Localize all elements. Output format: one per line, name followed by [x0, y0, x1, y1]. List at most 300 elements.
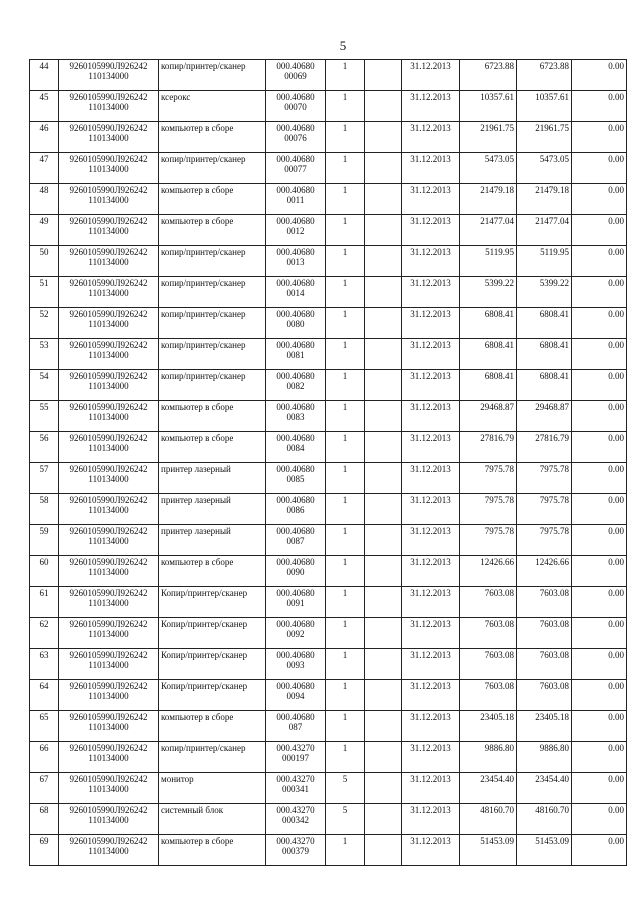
quantity-cell	[326, 308, 365, 339]
account-code-cell	[59, 277, 159, 308]
inventory-number-text: 0085	[286, 474, 305, 484]
book-value-text: 7603.08	[484, 588, 514, 598]
quantity-text: 1	[342, 123, 348, 133]
asset-name-cell	[159, 649, 266, 680]
date-text: 31.12.2013	[410, 402, 451, 412]
account-code-text: 110134000	[88, 567, 129, 577]
table-row	[30, 91, 627, 122]
inventory-number-text: 000.40680	[276, 371, 315, 381]
date-cell	[402, 587, 460, 618]
depreciation-text: 7975.78	[539, 495, 569, 505]
date-text: 31.12.2013	[410, 340, 451, 350]
quantity-cell	[326, 804, 365, 835]
depreciation-cell	[517, 246, 572, 277]
inventory-number-text: 0091	[286, 598, 305, 608]
row-number-text: 58	[39, 495, 49, 505]
table-row	[30, 525, 627, 556]
inventory-number-text: 000.40680	[276, 650, 315, 660]
account-code-text: 9260105990Л926242	[69, 278, 148, 288]
table-row	[30, 122, 627, 153]
depreciation-cell	[517, 711, 572, 742]
account-code-text: 9260105990Л926242	[69, 340, 148, 350]
account-code-cell	[59, 711, 159, 742]
date-text: 31.12.2013	[410, 619, 451, 629]
account-code-text: 9260105990Л926242	[69, 309, 148, 319]
depreciation-text: 5399.22	[539, 278, 569, 288]
residual-value-text: 0.00	[608, 836, 624, 846]
account-code-text: 9260105990Л926242	[69, 247, 148, 257]
asset-name-text: Копир/принтер/сканер	[161, 650, 248, 660]
book-value-cell	[460, 370, 517, 401]
residual-value-cell	[572, 246, 627, 277]
inventory-number-cell	[266, 463, 326, 494]
account-code-text: 110134000	[88, 722, 129, 732]
inventory-number-text: 00077	[284, 164, 307, 174]
table-body	[30, 60, 627, 866]
residual-value-text: 0.00	[608, 61, 624, 71]
book-value-text: 9886.80	[484, 743, 514, 753]
row-number-text: 61	[39, 588, 49, 598]
inventory-number-text: 000.40680	[276, 123, 315, 133]
book-value-cell	[460, 60, 517, 91]
inventory-number-text: 0013	[286, 257, 305, 267]
book-value-text: 12426.66	[480, 557, 514, 567]
residual-value-cell	[572, 649, 627, 680]
inventory-number-text: 000.43270	[276, 805, 315, 815]
quantity-text: 1	[342, 743, 348, 753]
blank-cell	[365, 649, 402, 680]
row-number-text: 62	[39, 619, 49, 629]
book-value-text: 5399.22	[484, 278, 514, 288]
asset-name-cell	[159, 711, 266, 742]
asset-name-cell	[159, 215, 266, 246]
asset-name-cell	[159, 587, 266, 618]
residual-value-text: 0.00	[608, 619, 624, 629]
depreciation-text: 12426.66	[535, 557, 569, 567]
date-text: 31.12.2013	[410, 154, 451, 164]
date-text: 31.12.2013	[410, 278, 451, 288]
inventory-number-text: 000.40680	[276, 557, 315, 567]
asset-name-cell	[159, 370, 266, 401]
account-code-text: 110134000	[88, 629, 129, 639]
quantity-text: 1	[342, 650, 348, 660]
asset-name-cell	[159, 401, 266, 432]
book-value-text: 21961.75	[480, 123, 514, 133]
inventory-number-text: 00070	[284, 102, 307, 112]
account-code-text: 110134000	[88, 784, 129, 794]
residual-value-text: 0.00	[608, 247, 624, 257]
depreciation-text: 5119.95	[540, 247, 569, 257]
row-number-text: 53	[39, 340, 49, 350]
residual-value-cell	[572, 711, 627, 742]
book-value-text: 6808.41	[484, 371, 514, 381]
quantity-text: 1	[342, 216, 348, 226]
account-code-cell	[59, 680, 159, 711]
row-number-cell	[30, 680, 59, 711]
book-value-text: 7975.78	[484, 526, 514, 536]
date-cell	[402, 60, 460, 91]
quantity-cell	[326, 432, 365, 463]
depreciation-cell	[517, 556, 572, 587]
blank-cell	[365, 308, 402, 339]
blank-cell	[365, 680, 402, 711]
depreciation-cell	[517, 122, 572, 153]
row-number-cell	[30, 835, 59, 866]
date-text: 31.12.2013	[410, 712, 451, 722]
account-code-cell	[59, 804, 159, 835]
residual-value-cell	[572, 432, 627, 463]
book-value-cell	[460, 556, 517, 587]
book-value-text: 6723.88	[484, 61, 514, 71]
account-code-text: 110134000	[88, 226, 129, 236]
depreciation-cell	[517, 339, 572, 370]
inventory-number-cell	[266, 618, 326, 649]
account-code-cell	[59, 587, 159, 618]
date-cell	[402, 184, 460, 215]
quantity-cell	[326, 835, 365, 866]
asset-name-cell	[159, 184, 266, 215]
account-code-text: 110134000	[88, 443, 129, 453]
inventory-number-text: 000.40680	[276, 216, 315, 226]
residual-value-cell	[572, 773, 627, 804]
quantity-cell	[326, 60, 365, 91]
quantity-cell	[326, 494, 365, 525]
account-code-text: 9260105990Л926242	[69, 61, 148, 71]
inventory-number-text: 0094	[286, 691, 305, 701]
date-text: 31.12.2013	[410, 526, 451, 536]
inventory-number-text: 0011	[286, 195, 305, 205]
asset-name-cell	[159, 432, 266, 463]
row-number-text: 50	[39, 247, 49, 257]
inventory-number-text: 000379	[282, 846, 309, 856]
date-text: 31.12.2013	[410, 92, 451, 102]
row-number-text: 45	[39, 92, 49, 102]
inventory-number-text: 0092	[286, 629, 305, 639]
quantity-cell	[326, 463, 365, 494]
inventory-number-text: 0084	[286, 443, 305, 453]
row-number-text: 64	[39, 681, 49, 691]
book-value-cell	[460, 618, 517, 649]
table-row	[30, 184, 627, 215]
date-text: 31.12.2013	[410, 557, 451, 567]
account-code-text: 110134000	[88, 660, 129, 670]
table-row	[30, 277, 627, 308]
asset-name-text: копир/принтер/сканер	[161, 309, 246, 319]
blank-cell	[365, 339, 402, 370]
inventory-number-text: 000.40680	[276, 278, 315, 288]
table-row	[30, 835, 627, 866]
depreciation-cell	[517, 432, 572, 463]
blank-cell	[365, 153, 402, 184]
inventory-number-cell	[266, 122, 326, 153]
inventory-number-cell	[266, 525, 326, 556]
date-cell	[402, 556, 460, 587]
row-number-cell	[30, 153, 59, 184]
blank-cell	[365, 277, 402, 308]
quantity-cell	[326, 122, 365, 153]
inventory-number-cell	[266, 60, 326, 91]
account-code-text: 9260105990Л926242	[69, 557, 148, 567]
depreciation-cell	[517, 277, 572, 308]
inventory-number-text: 087	[288, 722, 303, 732]
quantity-cell	[326, 339, 365, 370]
book-value-cell	[460, 432, 517, 463]
asset-name-cell	[159, 680, 266, 711]
blank-cell	[365, 618, 402, 649]
inventory-number-text: 0081	[286, 350, 305, 360]
inventory-number-text: 000.40680	[276, 619, 315, 629]
book-value-cell	[460, 184, 517, 215]
book-value-cell	[460, 122, 517, 153]
inventory-number-text: 000.40680	[276, 185, 315, 195]
row-number-cell	[30, 587, 59, 618]
inventory-number-text: 000.40680	[276, 526, 315, 536]
inventory-number-cell	[266, 370, 326, 401]
book-value-text: 23405.18	[480, 712, 514, 722]
depreciation-cell	[517, 835, 572, 866]
residual-value-cell	[572, 680, 627, 711]
blank-cell	[365, 432, 402, 463]
book-value-text: 7603.08	[484, 650, 514, 660]
account-code-text: 110134000	[88, 381, 129, 391]
asset-name-text: ксерокс	[161, 92, 191, 102]
date-cell	[402, 742, 460, 773]
inventory-number-cell	[266, 587, 326, 618]
row-number-text: 68	[39, 805, 49, 815]
quantity-text: 1	[342, 371, 348, 381]
row-number-cell	[30, 711, 59, 742]
book-value-text: 5473.05	[484, 154, 514, 164]
account-code-cell	[59, 556, 159, 587]
inventory-number-text: 000.43270	[276, 774, 315, 784]
asset-name-text: копир/принтер/сканер	[161, 278, 246, 288]
account-code-cell	[59, 246, 159, 277]
account-code-text: 110134000	[88, 505, 129, 515]
residual-value-cell	[572, 308, 627, 339]
quantity-text: 1	[342, 557, 348, 567]
date-cell	[402, 215, 460, 246]
row-number-text: 60	[39, 557, 49, 567]
book-value-cell	[460, 215, 517, 246]
table-row	[30, 556, 627, 587]
table-row	[30, 370, 627, 401]
residual-value-text: 0.00	[608, 495, 624, 505]
inventory-number-text: 0080	[286, 319, 305, 329]
date-cell	[402, 401, 460, 432]
inventory-number-cell	[266, 556, 326, 587]
depreciation-cell	[517, 370, 572, 401]
blank-cell	[365, 742, 402, 773]
asset-name-cell	[159, 773, 266, 804]
inventory-number-text: 000.43270	[276, 836, 315, 846]
residual-value-cell	[572, 339, 627, 370]
residual-value-cell	[572, 153, 627, 184]
inventory-number-cell	[266, 494, 326, 525]
quantity-cell	[326, 742, 365, 773]
account-code-cell	[59, 184, 159, 215]
row-number-cell	[30, 184, 59, 215]
inventory-number-text: 000.40680	[276, 402, 315, 412]
book-value-cell	[460, 773, 517, 804]
residual-value-text: 0.00	[608, 433, 624, 443]
row-number-cell	[30, 370, 59, 401]
book-value-cell	[460, 401, 517, 432]
account-code-cell	[59, 60, 159, 91]
account-code-text: 9260105990Л926242	[69, 526, 148, 536]
account-code-cell	[59, 649, 159, 680]
date-text: 31.12.2013	[410, 495, 451, 505]
inventory-number-text: 000.40680	[276, 247, 315, 257]
blank-cell	[365, 587, 402, 618]
date-cell	[402, 153, 460, 184]
account-code-text: 9260105990Л926242	[69, 402, 148, 412]
inventory-number-text: 000.40680	[276, 61, 315, 71]
asset-name-text: копир/принтер/сканер	[161, 340, 246, 350]
asset-name-text: системный блок	[161, 805, 224, 815]
inventory-number-text: 000.40680	[276, 154, 315, 164]
asset-name-text: Копир/принтер/сканер	[161, 681, 248, 691]
asset-name-cell	[159, 91, 266, 122]
date-cell	[402, 649, 460, 680]
account-code-cell	[59, 215, 159, 246]
row-number-text: 56	[39, 433, 49, 443]
date-text: 31.12.2013	[410, 588, 451, 598]
inventory-number-cell	[266, 432, 326, 463]
date-text: 31.12.2013	[410, 464, 451, 474]
asset-name-text: копир/принтер/сканер	[161, 154, 246, 164]
account-code-text: 9260105990Л926242	[69, 681, 148, 691]
asset-name-cell	[159, 494, 266, 525]
table-row	[30, 649, 627, 680]
row-number-text: 46	[39, 123, 49, 133]
date-text: 31.12.2013	[410, 681, 451, 691]
asset-name-text: принтер лазерный	[161, 526, 231, 536]
account-code-text: 9260105990Л926242	[69, 185, 148, 195]
account-code-text: 110134000	[88, 319, 129, 329]
row-number-text: 65	[39, 712, 49, 722]
book-value-text: 7603.08	[484, 681, 514, 691]
row-number-text: 67	[39, 774, 49, 784]
book-value-cell	[460, 525, 517, 556]
table-row	[30, 804, 627, 835]
asset-name-text: компьютер в сборе	[161, 402, 234, 412]
account-code-text: 110134000	[88, 257, 129, 267]
quantity-text: 1	[342, 681, 348, 691]
date-cell	[402, 680, 460, 711]
depreciation-text: 9886.80	[539, 743, 569, 753]
residual-value-text: 0.00	[608, 92, 624, 102]
date-text: 31.12.2013	[410, 216, 451, 226]
row-number-cell	[30, 556, 59, 587]
depreciation-text: 7603.08	[539, 681, 569, 691]
date-cell	[402, 122, 460, 153]
quantity-cell	[326, 91, 365, 122]
quantity-text: 1	[342, 92, 348, 102]
depreciation-text: 7603.08	[539, 588, 569, 598]
account-code-cell	[59, 432, 159, 463]
book-value-text: 6808.41	[484, 340, 514, 350]
inventory-number-cell	[266, 91, 326, 122]
depreciation-text: 6808.41	[539, 309, 569, 319]
book-value-text: 23454.40	[480, 774, 514, 784]
asset-name-text: принтер лазерный	[161, 495, 231, 505]
book-value-cell	[460, 742, 517, 773]
asset-name-text: компьютер в сборе	[161, 433, 234, 443]
account-code-cell	[59, 494, 159, 525]
account-code-cell	[59, 91, 159, 122]
inventory-number-cell	[266, 246, 326, 277]
inventory-number-cell	[266, 773, 326, 804]
depreciation-text: 7603.08	[539, 650, 569, 660]
book-value-cell	[460, 277, 517, 308]
account-code-cell	[59, 463, 159, 494]
book-value-cell	[460, 463, 517, 494]
inventory-number-text: 000.40680	[276, 309, 315, 319]
inventory-number-text: 0014	[286, 288, 305, 298]
book-value-text: 27816.79	[480, 433, 514, 443]
table-row	[30, 463, 627, 494]
depreciation-text: 21961.75	[535, 123, 569, 133]
asset-name-text: Копир/принтер/сканер	[161, 619, 248, 629]
blank-cell	[365, 835, 402, 866]
quantity-cell	[326, 711, 365, 742]
quantity-text: 1	[342, 433, 348, 443]
account-code-text: 110134000	[88, 195, 129, 205]
inventory-number-text: 000.40680	[276, 495, 315, 505]
blank-cell	[365, 60, 402, 91]
account-code-cell	[59, 122, 159, 153]
account-code-text: 9260105990Л926242	[69, 92, 148, 102]
depreciation-text: 27816.79	[535, 433, 569, 443]
inventory-number-cell	[266, 401, 326, 432]
account-code-text: 110134000	[88, 846, 129, 856]
book-value-text: 21477.04	[480, 216, 514, 226]
book-value-text: 7975.78	[484, 464, 514, 474]
account-code-text: 110134000	[88, 691, 129, 701]
depreciation-text: 5473.05	[539, 154, 569, 164]
residual-value-text: 0.00	[608, 526, 624, 536]
book-value-text: 6808.41	[484, 309, 514, 319]
account-code-text: 9260105990Л926242	[69, 619, 148, 629]
depreciation-cell	[517, 773, 572, 804]
depreciation-cell	[517, 680, 572, 711]
account-code-text: 110134000	[88, 412, 129, 422]
account-code-text: 9260105990Л926242	[69, 464, 148, 474]
depreciation-cell	[517, 91, 572, 122]
quantity-cell	[326, 525, 365, 556]
asset-name-cell	[159, 339, 266, 370]
asset-name-text: Копир/принтер/сканер	[161, 588, 248, 598]
account-code-cell	[59, 401, 159, 432]
row-number-cell	[30, 463, 59, 494]
residual-value-text: 0.00	[608, 185, 624, 195]
account-code-text: 9260105990Л926242	[69, 588, 148, 598]
account-code-cell	[59, 370, 159, 401]
row-number-text: 49	[39, 216, 49, 226]
book-value-cell	[460, 711, 517, 742]
depreciation-cell	[517, 742, 572, 773]
inventory-number-cell	[266, 804, 326, 835]
row-number-text: 47	[39, 154, 49, 164]
date-cell	[402, 618, 460, 649]
inventory-number-text: 000.40680	[276, 92, 315, 102]
depreciation-cell	[517, 649, 572, 680]
depreciation-cell	[517, 153, 572, 184]
residual-value-text: 0.00	[608, 557, 624, 567]
depreciation-cell	[517, 525, 572, 556]
table-row	[30, 773, 627, 804]
quantity-text: 1	[342, 712, 348, 722]
